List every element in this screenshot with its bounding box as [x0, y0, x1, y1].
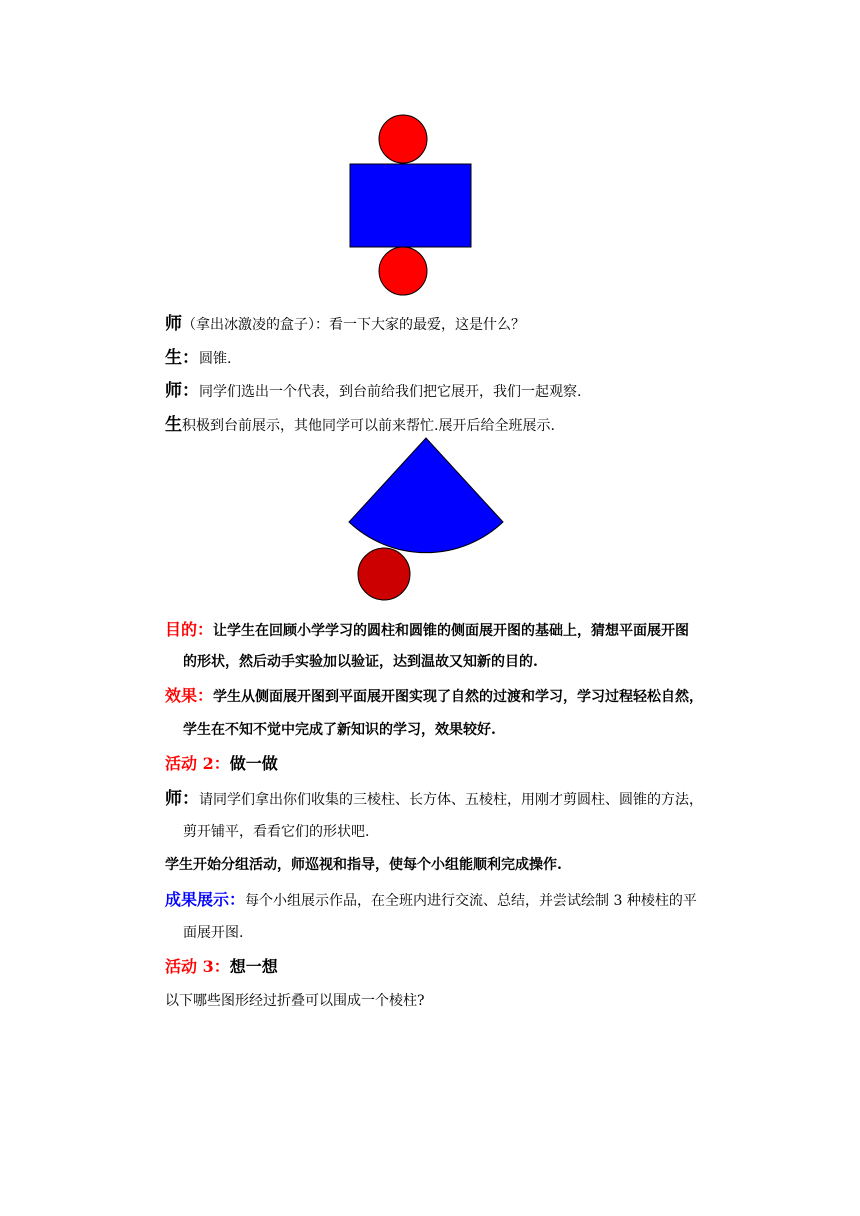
cylinder-net-figure	[340, 108, 485, 300]
activity-2-label: 活动 2：	[165, 754, 230, 773]
effect-line-1	[165, 686, 703, 707]
teacher-instruction-line-2	[183, 822, 369, 842]
purpose-text: 的形状，然后动手实验加以验证，达到温故又知新的目的.	[183, 654, 538, 670]
question-line	[165, 991, 425, 1011]
showcase-line-2	[183, 923, 243, 943]
activity-3-label: 活动 3：	[165, 957, 230, 976]
activity-2-title: 做一做	[229, 754, 278, 773]
cylinder-bottom-circle	[379, 247, 427, 295]
dialogue-text: （拿出冰激凌的盒子）：看一下大家的最爱，这是什么？	[182, 317, 525, 333]
dialogue-text: 积极到台前展示，其他同学可以前来帮忙.展开后给全班展示.	[182, 418, 555, 434]
cone-lateral-sector	[349, 438, 503, 553]
cylinder-lateral-rectangle	[350, 164, 471, 247]
dialogue-line-2	[165, 348, 231, 369]
dialogue-text: 圆锥.	[199, 351, 232, 367]
speaker-student: 生	[165, 415, 182, 435]
activity-3-title: 想一想	[229, 957, 278, 976]
cylinder-top-circle	[379, 115, 427, 163]
effect-line-2	[183, 720, 496, 740]
dialogue-text: 同学们选出一个代表，到台前给我们把它展开，我们一起观察.	[199, 384, 582, 400]
showcase-text: 每个小组展示作品，在全班内进行交流、总结，并尝试绘制 3 种棱柱的平	[245, 893, 697, 909]
effect-text: 学生从侧面展开图到平面展开图实现了自然的过渡和学习，学习过程轻松自然，	[213, 689, 704, 705]
showcase-label: 成果展示：	[165, 890, 246, 909]
dialogue-line-3	[165, 381, 581, 402]
teacher-instruction-line-1	[165, 789, 703, 810]
question-text: 以下哪些图形经过折叠可以围成一个棱柱?	[165, 993, 425, 1009]
activity-3-heading	[165, 957, 278, 977]
activity-2-heading	[165, 754, 278, 774]
purpose-label: 目的：	[165, 620, 214, 639]
showcase-text: 面展开图.	[183, 925, 244, 941]
speaker-teacher: 师	[165, 314, 182, 334]
showcase-line-1	[165, 890, 697, 911]
effect-label: 效果：	[165, 686, 214, 705]
cone-net-figure	[340, 432, 515, 607]
dialogue-line-1	[165, 314, 525, 335]
speaker-teacher: 师：	[165, 789, 199, 809]
speaker-teacher: 师：	[165, 381, 199, 401]
cone-base-circle	[358, 548, 410, 600]
teacher-instruction-text: 剪开铺平，看看它们的形状吧.	[183, 824, 370, 840]
group-activity-text: 学生开始分组活动，师巡视和指导，使每个小组能顺利完成操作.	[165, 857, 562, 873]
effect-text: 学生在不知不觉中完成了新知识的学习，效果较好.	[183, 722, 496, 738]
purpose-text: 让学生在回顾小学学习的圆柱和圆锥的侧面展开图的基础上，猜想平面展开图	[213, 623, 690, 639]
speaker-student: 生：	[165, 348, 199, 368]
group-activity-line	[165, 855, 562, 875]
purpose-line-2	[183, 652, 538, 672]
teacher-instruction-text: 请同学们拿出你们收集的三棱柱、长方体、五棱柱，用刚才剪圆柱、圆锥的方法，	[199, 792, 703, 808]
purpose-line-1	[165, 620, 689, 641]
